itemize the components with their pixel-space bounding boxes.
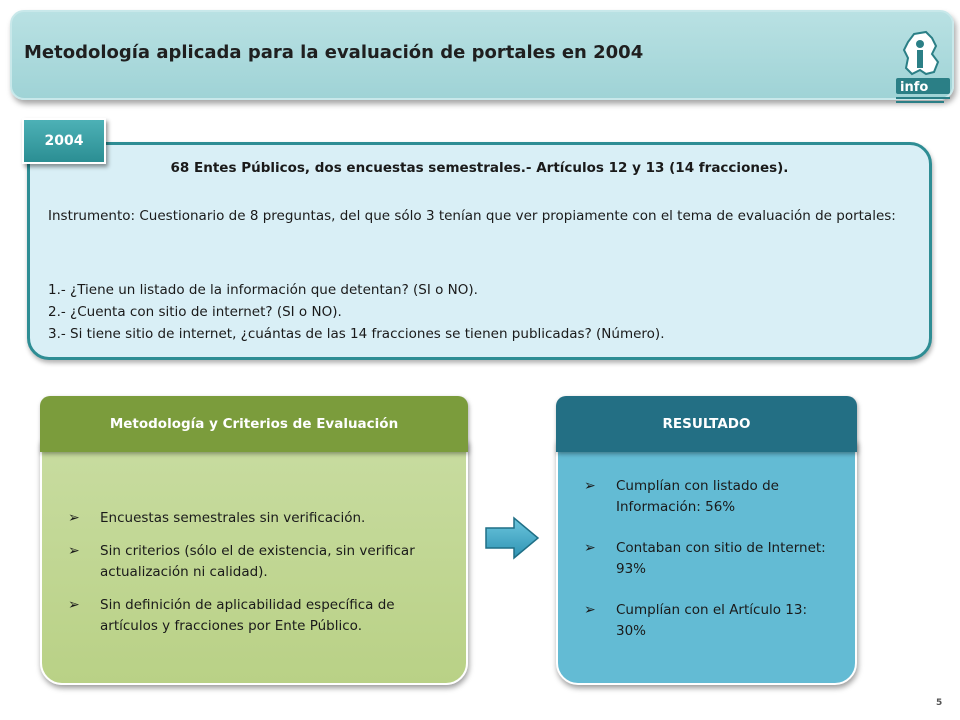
list-item [584, 600, 834, 642]
list-item-text: Cumplían con listado de Información: 56% [616, 478, 779, 515]
arrow-bullet-icon: ➢ [584, 478, 596, 494]
list-item [68, 541, 448, 583]
list-item [584, 538, 834, 580]
slide-header [10, 10, 954, 100]
question-2: 2.- ¿Cuenta con sitio de internet? (SI o NO). [48, 304, 342, 320]
list-item-text: Encuestas semestrales sin verificación. [100, 510, 366, 526]
page-number: 5 [936, 698, 943, 708]
methodology-panel [40, 440, 468, 685]
infodf-emblem-icon [892, 28, 954, 108]
result-list [584, 476, 834, 662]
list-item-text: Sin definición de aplicabilidad específica de artículos y fracciones por Ente Público. [100, 597, 395, 634]
methodology-header: Metodología y Criterios de Evaluación [40, 396, 468, 452]
page-title: Metodología aplicada para la evaluación de portales en 2004 [24, 42, 644, 63]
logo-text: info [900, 80, 929, 95]
result-panel [556, 440, 857, 685]
arrow-bullet-icon: ➢ [68, 597, 80, 613]
survey-description-panel [27, 142, 932, 360]
list-item-text: Sin criterios (sólo el de existencia, sin verificar actualización ni calidad). [100, 543, 415, 580]
list-item [68, 508, 448, 529]
year-badge: 2004 [22, 118, 106, 164]
survey-subtitle: 68 Entes Públicos, dos encuestas semestrales.- Artículos 12 y 13 (14 fracciones). [170, 160, 789, 176]
arrow-bullet-icon: ➢ [584, 602, 596, 618]
list-item-text: Cumplían con el Artículo 13: 30% [616, 602, 808, 639]
methodology-list [68, 508, 448, 649]
list-item-text: Contaban con sitio de Internet: 93% [616, 540, 826, 577]
list-item [68, 595, 448, 637]
question-1: 1.- ¿Tiene un listado de la información que detentan? (SI o NO). [48, 282, 478, 298]
question-3: 3.- Si tiene sitio de internet, ¿cuántas de las 14 fracciones se tienen publicadas? (Número). [48, 326, 665, 342]
right-arrow-icon [484, 516, 540, 560]
arrow-bullet-icon: ➢ [68, 543, 80, 559]
result-header: RESULTADO [556, 396, 857, 452]
arrow-bullet-icon: ➢ [584, 540, 596, 556]
arrow-bullet-icon: ➢ [68, 510, 80, 526]
instrument-text: Instrumento: Cuestionario de 8 preguntas, del que sólo 3 tenían que ver propiamente con el tema de evaluación de portales: [48, 208, 896, 224]
infodf-logo [892, 28, 954, 108]
list-item [584, 476, 834, 518]
